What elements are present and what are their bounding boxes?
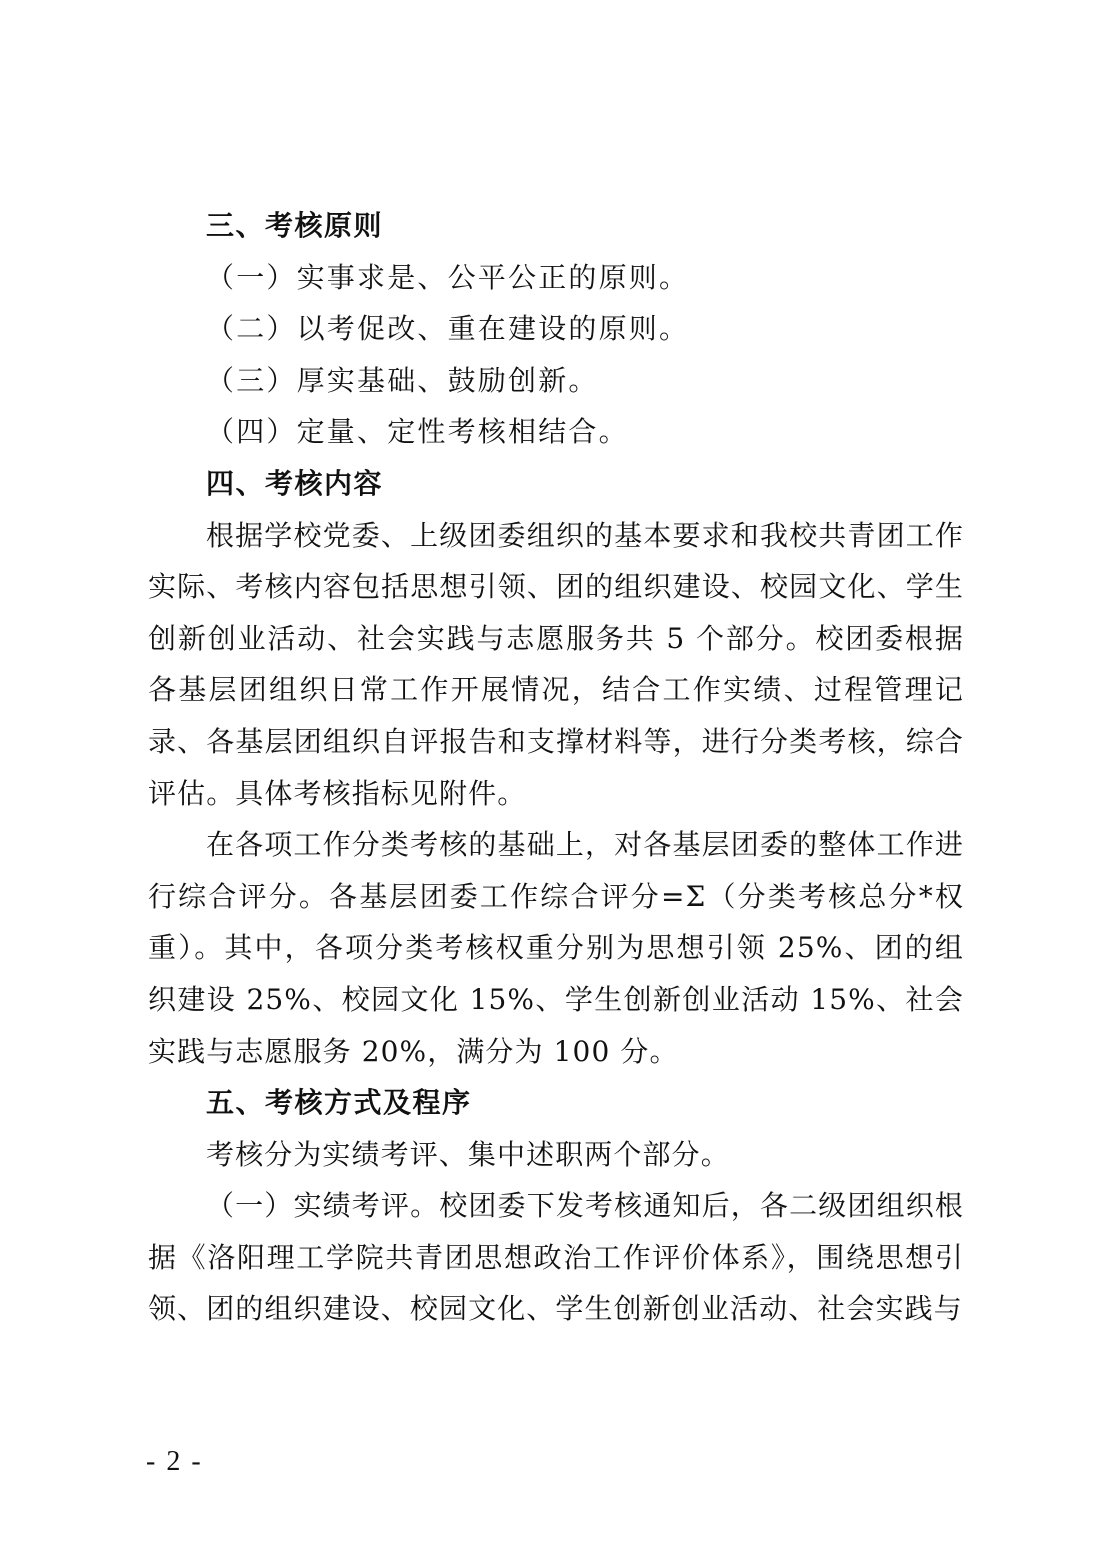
principle-item-2: （二）以考促改、重在建设的原则。 xyxy=(206,312,690,346)
section-heading-principles: 三、考核原则 xyxy=(206,209,384,242)
content-paragraph-1: 根据学校党委、上级团委组织的基本要求和我校共青团工作实际、考核内容包括思想引领、团的组织建设、校园文化、学生创新创业活动、社会实践与志愿服务共 5 个部分。校团委根据各基层团组织日常工作开展情况，结合工作实绩、过程管理记录、各基层团组织自评报告和支撑材料等，进行分类考核，综合评估。具体考核指标见附件。 xyxy=(148,518,964,810)
section-heading-methods: 五、考核方式及程序 xyxy=(206,1086,472,1120)
methods-paragraph-1: 考核分为实绩考评、集中述职两个部分。 xyxy=(206,1137,730,1171)
document-body xyxy=(148,200,964,1335)
principle-item-4: （四）定量、定性考核相结合。 xyxy=(206,415,629,449)
page-number: - 2 - xyxy=(146,1446,203,1477)
content-paragraph-2: 在各项工作分类考核的基础上，对各基层团委的整体工作进行综合评分。各基层团委工作综合评分=Σ（分类考核总分*权重）。其中，各项分类考核权重分别为思想引领 25%、团的组织建设 25%、校园文化 15%、学生创新创业活动 15%、社会实践与志愿服务 20%，满分为 100 分。 xyxy=(148,828,964,1068)
methods-paragraph-2: （一）实绩考评。校团委下发考核通知后，各二级团组织根据《洛阳理工学院共青团思想政治工作评价体系》，围绕思想引领、团的组织建设、校园文化、学生创新创业活动、社会实践与 xyxy=(148,1189,964,1326)
section-heading-content: 四、考核内容 xyxy=(206,466,384,500)
principle-item-1: （一）实事求是、公平公正的原则。 xyxy=(206,260,690,294)
principle-item-3: （三）厚实基础、鼓励创新。 xyxy=(206,363,599,397)
